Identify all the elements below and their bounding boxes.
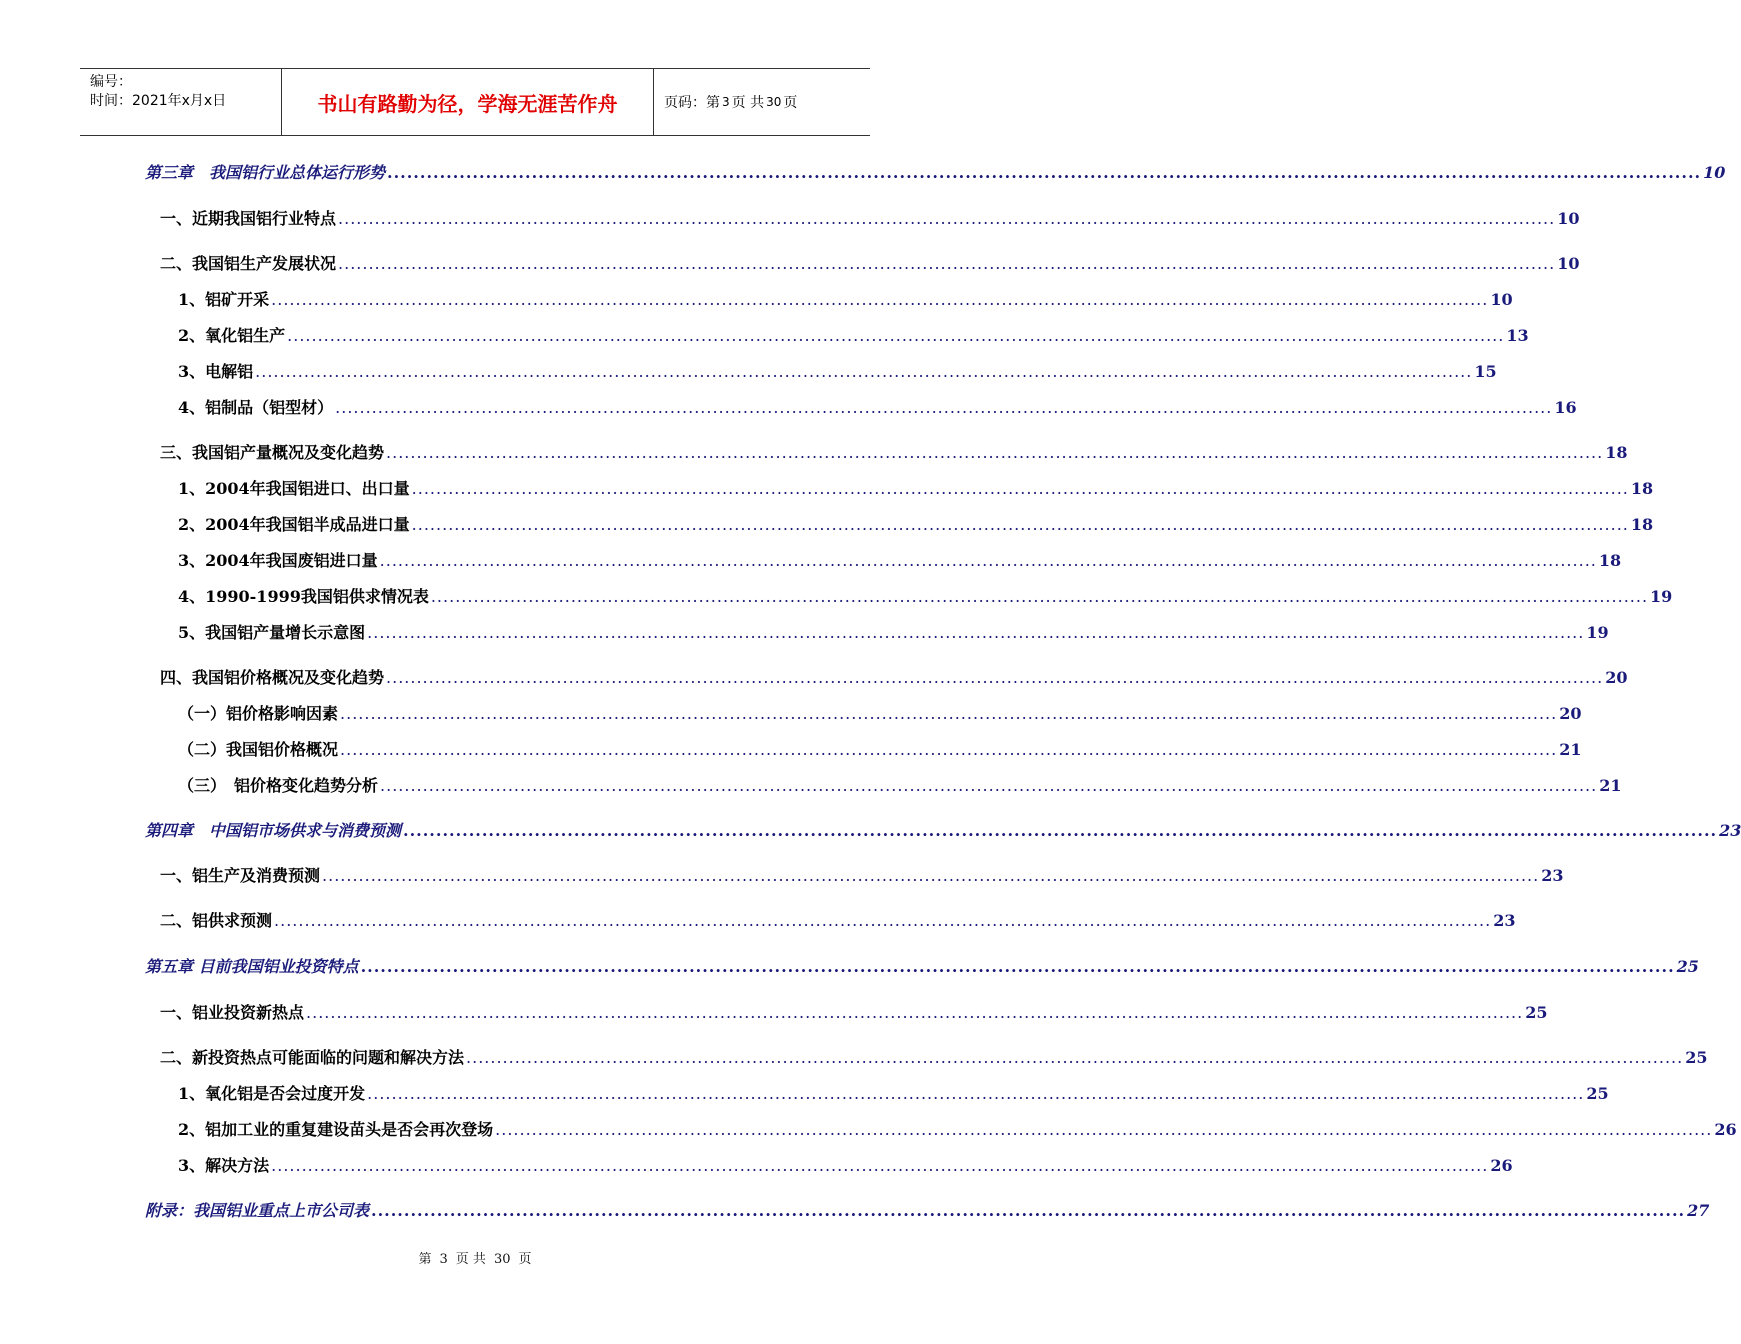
toc-entry[interactable] xyxy=(160,440,1628,464)
toc-entry-label: 1、2004年我国铝进口、出口量 xyxy=(178,479,410,498)
toc-entry-label: 三、我国铝产量概况及变化趋势 xyxy=(160,443,385,462)
toc-entry-label: 第五章 目前我国铝业投资特点 xyxy=(145,957,359,976)
toc-entry-page: 19 xyxy=(1650,587,1673,606)
toc-entry-page: 27 xyxy=(1687,1201,1710,1220)
toc-entry-label: 2、铝加工业的重复建设苗头是否会再次登场 xyxy=(178,1120,494,1139)
toc-entry[interactable] xyxy=(145,818,1741,842)
toc-entry-page: 26 xyxy=(1714,1120,1737,1139)
toc-entry[interactable] xyxy=(160,206,1580,230)
toc-entry[interactable] xyxy=(178,701,1582,725)
toc-leader-dots: ........................................................................................................................................................................................................ xyxy=(306,1003,1524,1022)
toc-leader-dots: ........................................................................................................................................................................................................ xyxy=(403,821,1718,840)
toc-entry[interactable] xyxy=(145,160,1726,184)
toc-entry-page: 23 xyxy=(1541,866,1564,885)
toc-leader-dots: ........................................................................................................................................................................................................ xyxy=(430,587,1649,606)
toc-entry[interactable] xyxy=(178,395,1577,419)
toc-entry-page: 25 xyxy=(1586,1084,1609,1103)
page-footer xyxy=(0,1248,950,1267)
toc-entry[interactable] xyxy=(178,773,1622,797)
footer-total: 30 xyxy=(493,1252,511,1267)
header-page-mid: 页 共 xyxy=(731,95,765,111)
toc-entry-label: 3、解决方法 xyxy=(178,1156,270,1175)
toc-entry-label: 5、我国铝产量增长示意图 xyxy=(178,623,366,642)
toc-entry-page: 18 xyxy=(1630,479,1654,498)
toc-entry[interactable] xyxy=(160,665,1628,689)
toc-entry[interactable] xyxy=(160,1045,1708,1069)
toc-entry-label: 4、铝制品（铝型材） xyxy=(178,398,334,417)
toc-entry-label: 二、我国铝生产发展状况 xyxy=(160,254,337,273)
toc-leader-dots: ........................................................................................................................................................................................................ xyxy=(338,209,1556,228)
toc-entry-label: （三） 铝价格变化趋势分析 xyxy=(178,776,379,795)
toc-entry-page: 21 xyxy=(1559,740,1582,759)
toc-leader-dots: ........................................................................................................................................................................................................ xyxy=(360,957,1675,976)
toc-entry-label: 1、氧化铝是否会过度开发 xyxy=(178,1084,366,1103)
serial-label: 编号： xyxy=(90,74,132,90)
toc-entry-page: 10 xyxy=(1490,290,1513,309)
toc-entry[interactable] xyxy=(178,1153,1513,1177)
toc-entry[interactable] xyxy=(160,251,1580,275)
toc-entry[interactable] xyxy=(160,863,1564,887)
toc-leader-dots: ........................................................................................................................................................................................................ xyxy=(495,1120,1713,1139)
toc-entry-page: 15 xyxy=(1474,362,1497,381)
toc-leader-dots: ........................................................................................................................................................................................................ xyxy=(338,254,1556,273)
header-motto: 书山有路勤为径，学海无涯苦作舟 xyxy=(282,69,654,135)
toc-leader-dots: ........................................................................................................................................................................................................ xyxy=(335,398,1553,417)
toc-entry-label: 1、铝矿开采 xyxy=(178,290,270,309)
toc-entry[interactable] xyxy=(178,737,1582,761)
toc-leader-dots: ........................................................................................................................................................................................................ xyxy=(380,776,1598,795)
toc-entry[interactable] xyxy=(178,476,1654,500)
toc-entry-page: 26 xyxy=(1490,1156,1513,1175)
toc-entry-label: 二、新投资热点可能面临的问题和解决方法 xyxy=(160,1048,465,1067)
toc-entry[interactable] xyxy=(178,620,1609,644)
footer-prefix: 第 xyxy=(418,1252,432,1267)
toc-entry-label: 2、2004年我国铝半成品进口量 xyxy=(178,515,410,534)
toc-entry-page: 19 xyxy=(1586,623,1609,642)
toc-entry-label: 2、氧化铝生产 xyxy=(178,326,286,345)
toc-leader-dots: ........................................................................................................................................................................................................ xyxy=(386,668,1604,687)
toc-entry[interactable] xyxy=(178,1117,1737,1141)
toc-entry-page: 25 xyxy=(1525,1003,1548,1022)
toc-leader-dots: ........................................................................................................................................................................................................ xyxy=(255,362,1473,381)
toc-entry-page: 23 xyxy=(1719,821,1741,840)
toc-entry-label: 第三章 我国铝行业总体运行形势 xyxy=(145,163,386,182)
toc-leader-dots: ........................................................................................................................................................................................................ xyxy=(411,515,1629,534)
toc-entry[interactable] xyxy=(178,323,1529,347)
toc-entry[interactable] xyxy=(178,359,1497,383)
toc-leader-dots: ........................................................................................................................................................................................................ xyxy=(367,623,1585,642)
toc-entry-page: 25 xyxy=(1685,1048,1708,1067)
toc-leader-dots: ........................................................................................................................................................................................................ xyxy=(411,479,1629,498)
toc-entry-label: 二、铝供求预测 xyxy=(160,911,273,930)
toc-entry-page: 18 xyxy=(1630,515,1654,534)
toc-entry-label: 附录：我国铝业重点上市公司表 xyxy=(145,1201,370,1220)
toc-entry[interactable] xyxy=(178,1081,1609,1105)
toc-leader-dots: ........................................................................................................................................................................................................ xyxy=(371,1201,1686,1220)
toc-entry[interactable] xyxy=(178,584,1673,608)
date-label: 时间：2021年x月x日 xyxy=(90,93,227,109)
toc-entry[interactable] xyxy=(145,1198,1710,1222)
toc-entry-page: 20 xyxy=(1559,704,1582,723)
toc-entry-page: 18 xyxy=(1605,443,1628,462)
toc-entry-page: 25 xyxy=(1676,957,1699,976)
toc-entry-page: 20 xyxy=(1605,668,1628,687)
toc-entry-page: 10 xyxy=(1557,254,1580,273)
toc-leader-dots: ........................................................................................................................................................................................................ xyxy=(386,443,1604,462)
toc-entry-label: 第四章 中国铝市场供求与消费预测 xyxy=(145,821,402,840)
toc-leader-dots: ........................................................................................................................................................................................................ xyxy=(287,326,1505,345)
toc-entry[interactable] xyxy=(145,954,1699,978)
toc-entry[interactable] xyxy=(178,512,1654,536)
toc-entry-label: 3、2004年我国废铝进口量 xyxy=(178,551,378,570)
toc-leader-dots: ........................................................................................................................................................................................................ xyxy=(274,911,1492,930)
toc-entry-label: 一、铝生产及消费预测 xyxy=(160,866,321,885)
toc-entry-page: 21 xyxy=(1599,776,1622,795)
toc-leader-dots: ........................................................................................................................................................................................................ xyxy=(340,740,1558,759)
toc-leader-dots: ........................................................................................................................................................................................................ xyxy=(466,1048,1684,1067)
header-page-prefix: 页码：第 xyxy=(664,95,720,111)
toc-entry-page: 10 xyxy=(1557,209,1580,228)
toc-entry[interactable] xyxy=(178,287,1513,311)
toc-leader-dots: ........................................................................................................................................................................................................ xyxy=(379,551,1597,570)
toc-entry[interactable] xyxy=(178,548,1622,572)
toc-entry-page: 18 xyxy=(1598,551,1622,570)
header-page-number: 3 xyxy=(722,95,730,109)
header-page-total: 30 xyxy=(766,95,782,109)
toc-entry-label: 一、铝业投资新热点 xyxy=(160,1003,305,1022)
toc-leader-dots: ........................................................................................................................................................................................................ xyxy=(322,866,1540,885)
footer-suffix: 页 xyxy=(518,1252,532,1267)
toc-entry-page: 16 xyxy=(1554,398,1577,417)
toc-entry-label: 4、1990-1999我国铝供求情况表 xyxy=(178,587,429,606)
toc-entry-label: 四、我国铝价格概况及变化趋势 xyxy=(160,668,385,687)
toc-leader-dots: ........................................................................................................................................................................................................ xyxy=(271,290,1489,309)
toc-entry[interactable] xyxy=(160,908,1516,932)
toc-entry-label: （一）铝价格影响因素 xyxy=(178,704,339,723)
toc-leader-dots: ........................................................................................................................................................................................................ xyxy=(387,163,1702,182)
toc-leader-dots: ........................................................................................................................................................................................................ xyxy=(271,1156,1489,1175)
toc-leader-dots: ........................................................................................................................................................................................................ xyxy=(340,704,1558,723)
footer-mid: 页 共 xyxy=(455,1252,486,1267)
toc-entry-label: 一、近期我国铝行业特点 xyxy=(160,209,337,228)
footer-page: 3 xyxy=(439,1252,448,1267)
toc-entry-label: （二）我国铝价格概况 xyxy=(178,740,339,759)
toc-entry-page: 13 xyxy=(1506,326,1529,345)
toc-entry[interactable] xyxy=(160,1000,1548,1024)
toc-entry-label: 3、电解铝 xyxy=(178,362,254,381)
header-page-suffix: 页 xyxy=(783,95,798,111)
toc-entry-page: 10 xyxy=(1703,163,1726,182)
toc-entry-page: 23 xyxy=(1493,911,1516,930)
toc-leader-dots: ........................................................................................................................................................................................................ xyxy=(367,1084,1585,1103)
